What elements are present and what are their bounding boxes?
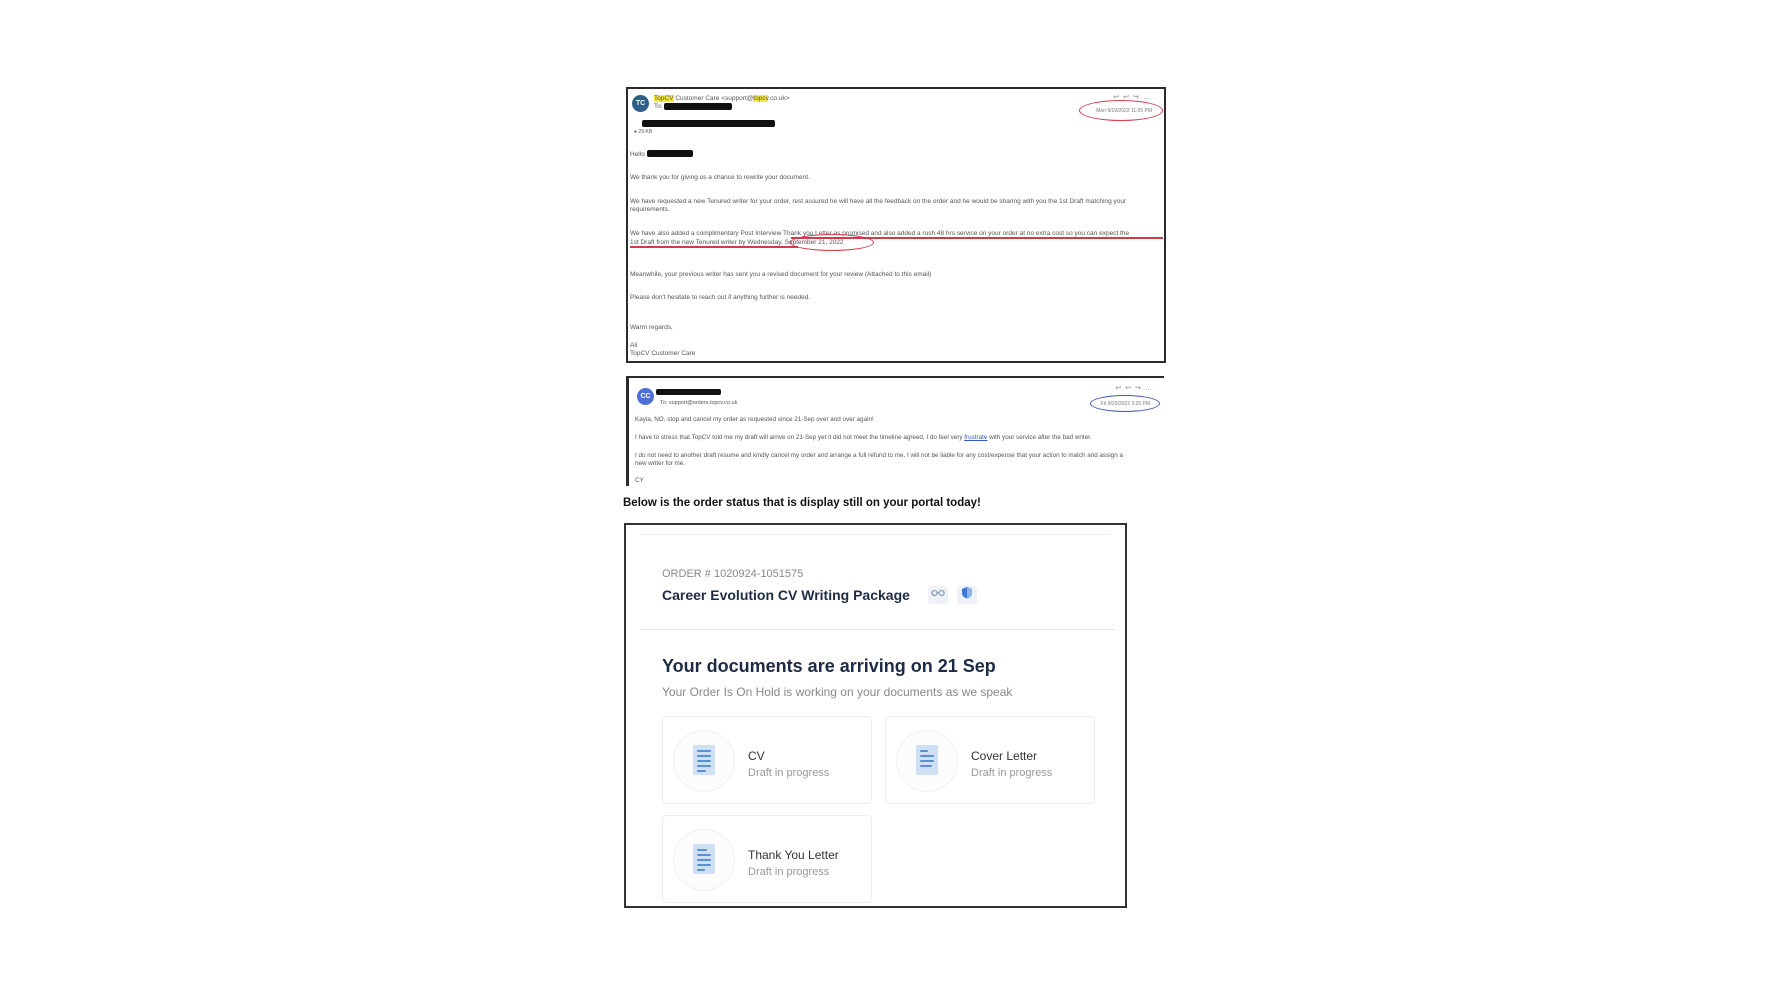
body-line: I have to stress that TopCV told me my draft will arrive on 21-Sep yet it did not meet the timeline agreed, I do feel very frustrate with your service after the bad writer. xyxy=(635,434,1092,441)
sender-name-highlight: TopCV xyxy=(654,95,674,102)
redacted-name xyxy=(647,150,693,157)
reply-icon[interactable]: ↩ xyxy=(1113,94,1124,101)
document-status: Draft in progress xyxy=(748,866,830,878)
body-line: We have requested a new Tenured writer for your order, rest assured he will have all the feedback on the order and he would be sharing with you the 1st Draft matching your xyxy=(630,198,1127,205)
document-card-thank-you-letter[interactable] xyxy=(662,815,872,903)
email-timestamp: Mon 9/19/2022 11:05 PM xyxy=(1096,108,1152,114)
redacted-sender xyxy=(656,389,721,395)
body-line: 1st Draft from the new Tenured writer by Wednesday, September 21, 2022 xyxy=(630,239,844,246)
body-line: Please don't hesitate to reach out if anything further is needed. xyxy=(630,294,811,301)
date-circle-annotation xyxy=(790,234,874,251)
more-icon[interactable]: … xyxy=(1145,385,1156,392)
signature-team: TopCV Customer Care xyxy=(630,350,696,357)
body-line: requirements. xyxy=(630,206,670,213)
body-line: new writer for me. xyxy=(635,460,686,467)
divider xyxy=(640,629,1115,630)
to-line: To: support@orders.topcv.co.uk xyxy=(660,400,738,406)
message-actions[interactable] xyxy=(1115,384,1156,392)
body-line: I do not need to another draft resume and kindly cancel my order and arrange a full refund to me, I will not be liable for any cost/expense that your action to match and assign a xyxy=(635,452,1123,459)
signature-name: Ali xyxy=(630,342,638,349)
attachment-size: ● 29 KB xyxy=(634,129,653,135)
document-title: CV xyxy=(748,749,765,763)
document-icon xyxy=(916,745,938,775)
redacted-recipient xyxy=(664,103,732,110)
sign-off: Warm regards, xyxy=(630,324,673,331)
divider xyxy=(640,534,1111,535)
underlined-word: frustrate xyxy=(964,434,988,441)
document-icon xyxy=(693,745,715,775)
sender-tail: .co.uk> xyxy=(768,95,790,102)
sender-avatar: CC xyxy=(637,388,654,405)
sender-line[interactable] xyxy=(654,95,789,102)
body-line: Meanwhile, your previous writer has sent you a revised document for your review (Attached to this email) xyxy=(630,271,932,278)
email-timestamp: Fri 9/23/2022 3:25 PM xyxy=(1100,401,1150,407)
more-icon[interactable]: … xyxy=(1143,94,1154,101)
redacted-attachment xyxy=(642,120,775,127)
sender-rest: Customer Care <support@ xyxy=(673,95,754,102)
to-label: To: xyxy=(654,103,663,110)
reply-all-icon[interactable]: ↩ xyxy=(1123,94,1134,101)
body-line: Kayla, NO, stop and cancel my order as requested since 21-Sep over and over again! xyxy=(635,416,874,423)
document-card-cv[interactable] xyxy=(662,716,872,804)
arrival-subtitle: Your Order Is On Hold is working on your documents as we speak xyxy=(662,685,1013,699)
sender-domain-highlight: topcv xyxy=(753,95,769,102)
document-card-cover-letter[interactable] xyxy=(885,716,1095,804)
circled-date: September 21, 2022 xyxy=(784,239,844,246)
email-screenshot-1 xyxy=(626,87,1166,363)
greeting: Hello xyxy=(630,151,645,158)
caption: Below is the order status that is display still on your portal today! xyxy=(623,497,981,509)
body-line: CY xyxy=(635,477,644,484)
arrival-title: Your documents are arriving on 21 Sep xyxy=(662,656,996,676)
document-title: Cover Letter xyxy=(971,749,1038,763)
shield-icon[interactable] xyxy=(957,586,977,604)
underline-annotation xyxy=(630,246,798,248)
package-name: Career Evolution CV Writing Package xyxy=(662,587,910,603)
body-line: We thank you for giving us a chance to rewrite your document. xyxy=(630,174,810,181)
document-status: Draft in progress xyxy=(971,767,1053,779)
forward-icon[interactable]: ↪ xyxy=(1133,94,1143,101)
order-portal-screenshot xyxy=(624,523,1127,908)
sender-avatar: TC xyxy=(632,95,649,112)
timestamp-circle-annotation xyxy=(1079,100,1163,121)
document-status: Draft in progress xyxy=(748,767,830,779)
email-screenshot-2 xyxy=(626,376,1164,486)
reply-all-icon[interactable]: ↩ xyxy=(1125,385,1136,392)
order-number: ORDER # 1020924-1051575 xyxy=(662,568,804,580)
reply-icon[interactable]: ↩ xyxy=(1115,385,1126,392)
glasses-icon[interactable] xyxy=(928,586,948,604)
body-line: We have also added a complimentary Post Interview Thank you Letter as promised and also added a rush 48 hrs service on your order at no extra cost so you can expect the xyxy=(630,230,1130,237)
forward-icon[interactable]: ↪ xyxy=(1135,385,1145,392)
document-icon xyxy=(693,844,715,874)
document-title: Thank You Letter xyxy=(748,848,839,862)
timestamp-circle-annotation xyxy=(1090,395,1160,412)
